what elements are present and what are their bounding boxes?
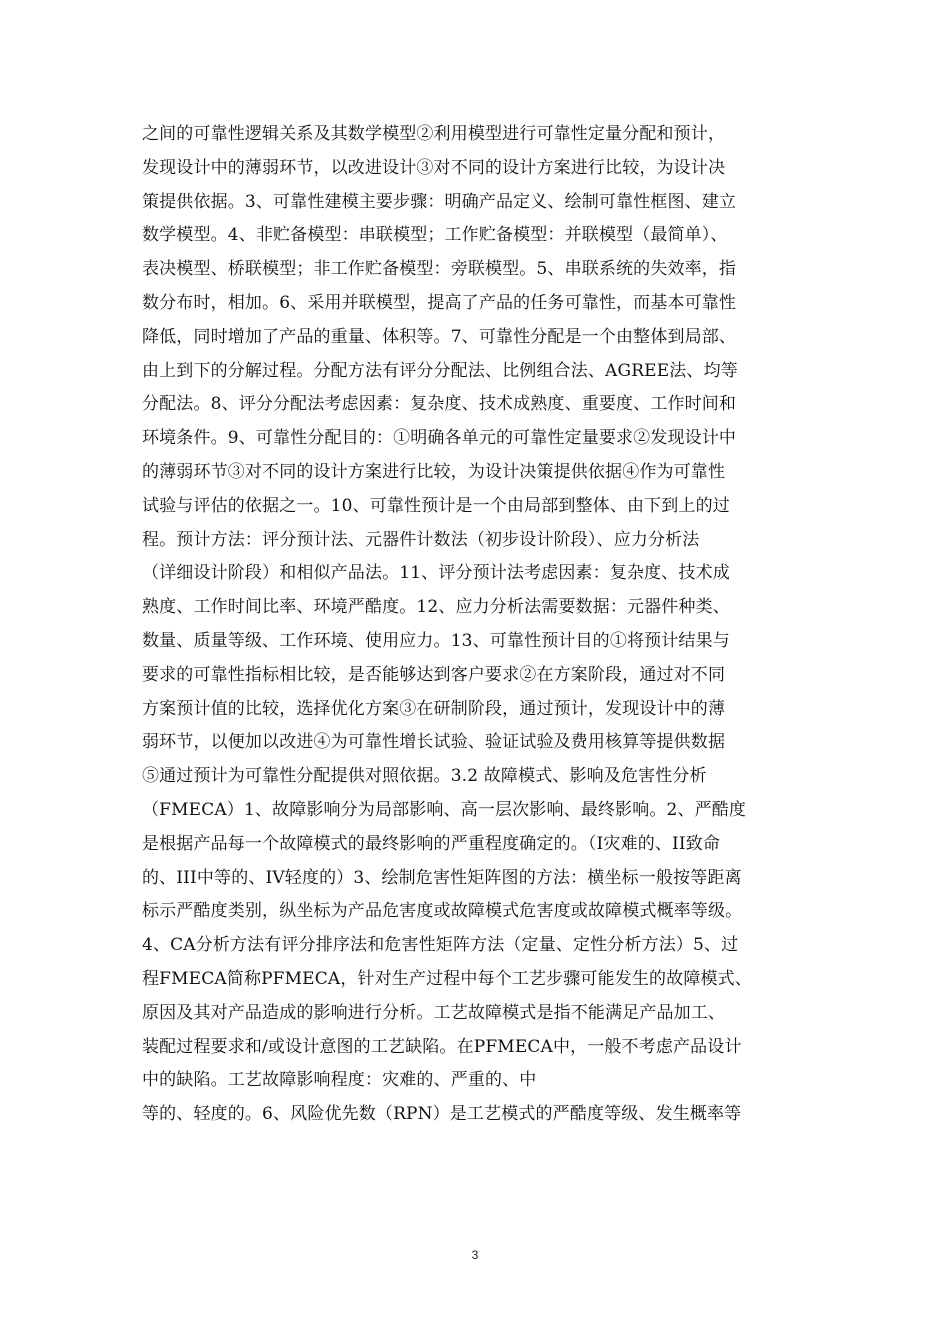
text-line: 降低，同时增加了产品的重量、体积等。7、可靠性分配是一个由整体到局部、 [142, 326, 737, 347]
text-line: 试验与评估的依据之一。10、可靠性预计是一个由局部到整体、由下到上的过 [142, 495, 730, 516]
body-text [142, 118, 832, 1132]
text-line: 程FMECA简称PFMECA，针对生产过程中每个工艺步骤可能发生的故障模式、 [142, 968, 752, 989]
text-line: 环境条件。9、可靠性分配目的：①明确各单元的可靠性定量要求②发现设计中 [142, 428, 737, 449]
text-line: 数分布时，相加。6、采用并联模型，提高了产品的任务可靠性，而基本可靠性 [142, 292, 737, 313]
text-line: 要求的可靠性指标相比较，是否能够达到客户要求②在方案阶段，通过对不同 [142, 664, 726, 685]
page-number: 3 [471, 1248, 479, 1262]
text-line: 表决模型、桥联模型；非工作贮备模型：旁联模型。5、串联系统的失效率，指 [142, 259, 737, 280]
text-line: 的、III中等的、IV轻度的）3、绘制危害性矩阵图的方法：横坐标一般按等距离 [142, 867, 742, 888]
text-line: ⑤通过预计为可靠性分配提供对照依据。3.2 故障模式、影响及危害性分析 [142, 766, 707, 787]
text-line: （详细设计阶段）和相似产品法。11、评分预计法考虑因素：复杂度、技术成 [142, 563, 730, 584]
text-line: 是根据产品每一个故障模式的最终影响的严重程度确定的。（I灾难的、II致命 [142, 833, 721, 854]
text-line: 之间的可靠性逻辑关系及其数学模型②利用模型进行可靠性定量分配和预计， [142, 124, 726, 144]
text-line: 4、CA分析方法有评分排序法和危害性矩阵方法（定量、定性分析方法）5、过 [142, 935, 739, 956]
text-line: 发现设计中的薄弱环节，以改进设计③对不同的设计方案进行比较，为设计决 [142, 157, 726, 178]
text-line: 的薄弱环节③对不同的设计方案进行比较，为设计决策提供依据④作为可靠性 [142, 461, 726, 482]
text-line: 装配过程要求和/或设计意图的工艺缺陷。在PFMECA中，一般不考虑产品设计 [142, 1036, 742, 1057]
text-line: 标示严酷度类别，纵坐标为产品危害度或故障模式危害度或故障模式概率等级。 [142, 901, 743, 922]
text-line: （FMECA）1、故障影响分为局部影响、高一层次影响、最终影响。2、严酷度 [142, 799, 747, 820]
text-line: 熟度、工作时间比率、环境严酷度。12、应力分析法需要数据：元器件种类、 [142, 597, 730, 618]
text-line: 弱环节，以便加以改进④为可靠性增长试验、验证试验及费用核算等提供数据 [142, 732, 726, 753]
text-line: 方案预计值的比较，选择优化方案③在研制阶段，通过预计，发现设计中的薄 [142, 698, 726, 719]
text-line: 等的、轻度的。6、风险优先数（RPN）是工艺模式的严酷度等级、发生概率等 [142, 1104, 742, 1125]
text-line: 数量、质量等级、工作环境、使用应力。13、可靠性预计目的①将预计结果与 [142, 630, 730, 651]
text-line: 由上到下的分解过程。分配方法有评分分配法、比例组合法、AGREE法、均等 [142, 360, 738, 381]
text-line: 策提供依据。3、可靠性建模主要步骤：明确产品定义、绘制可靠性框图、建立 [142, 191, 737, 212]
text-line: 程。预计方法：评分预计法、元器件计数法（初步设计阶段）、应力分析法 [142, 529, 700, 550]
text-line: 分配法。8、评分分配法考虑因素：复杂度、技术成熟度、重要度、工作时间和 [142, 394, 737, 415]
text-line: 中的缺陷。工艺故障影响程度：灾难的、严重的、中 [142, 1070, 537, 1091]
text-line: 数学模型。4、非贮备模型：串联模型；工作贮备模型：并联模型（最简单）、 [142, 225, 728, 246]
text-line: 原因及其对产品造成的影响进行分析。工艺故障模式是指不能满足产品加工、 [142, 1002, 726, 1023]
